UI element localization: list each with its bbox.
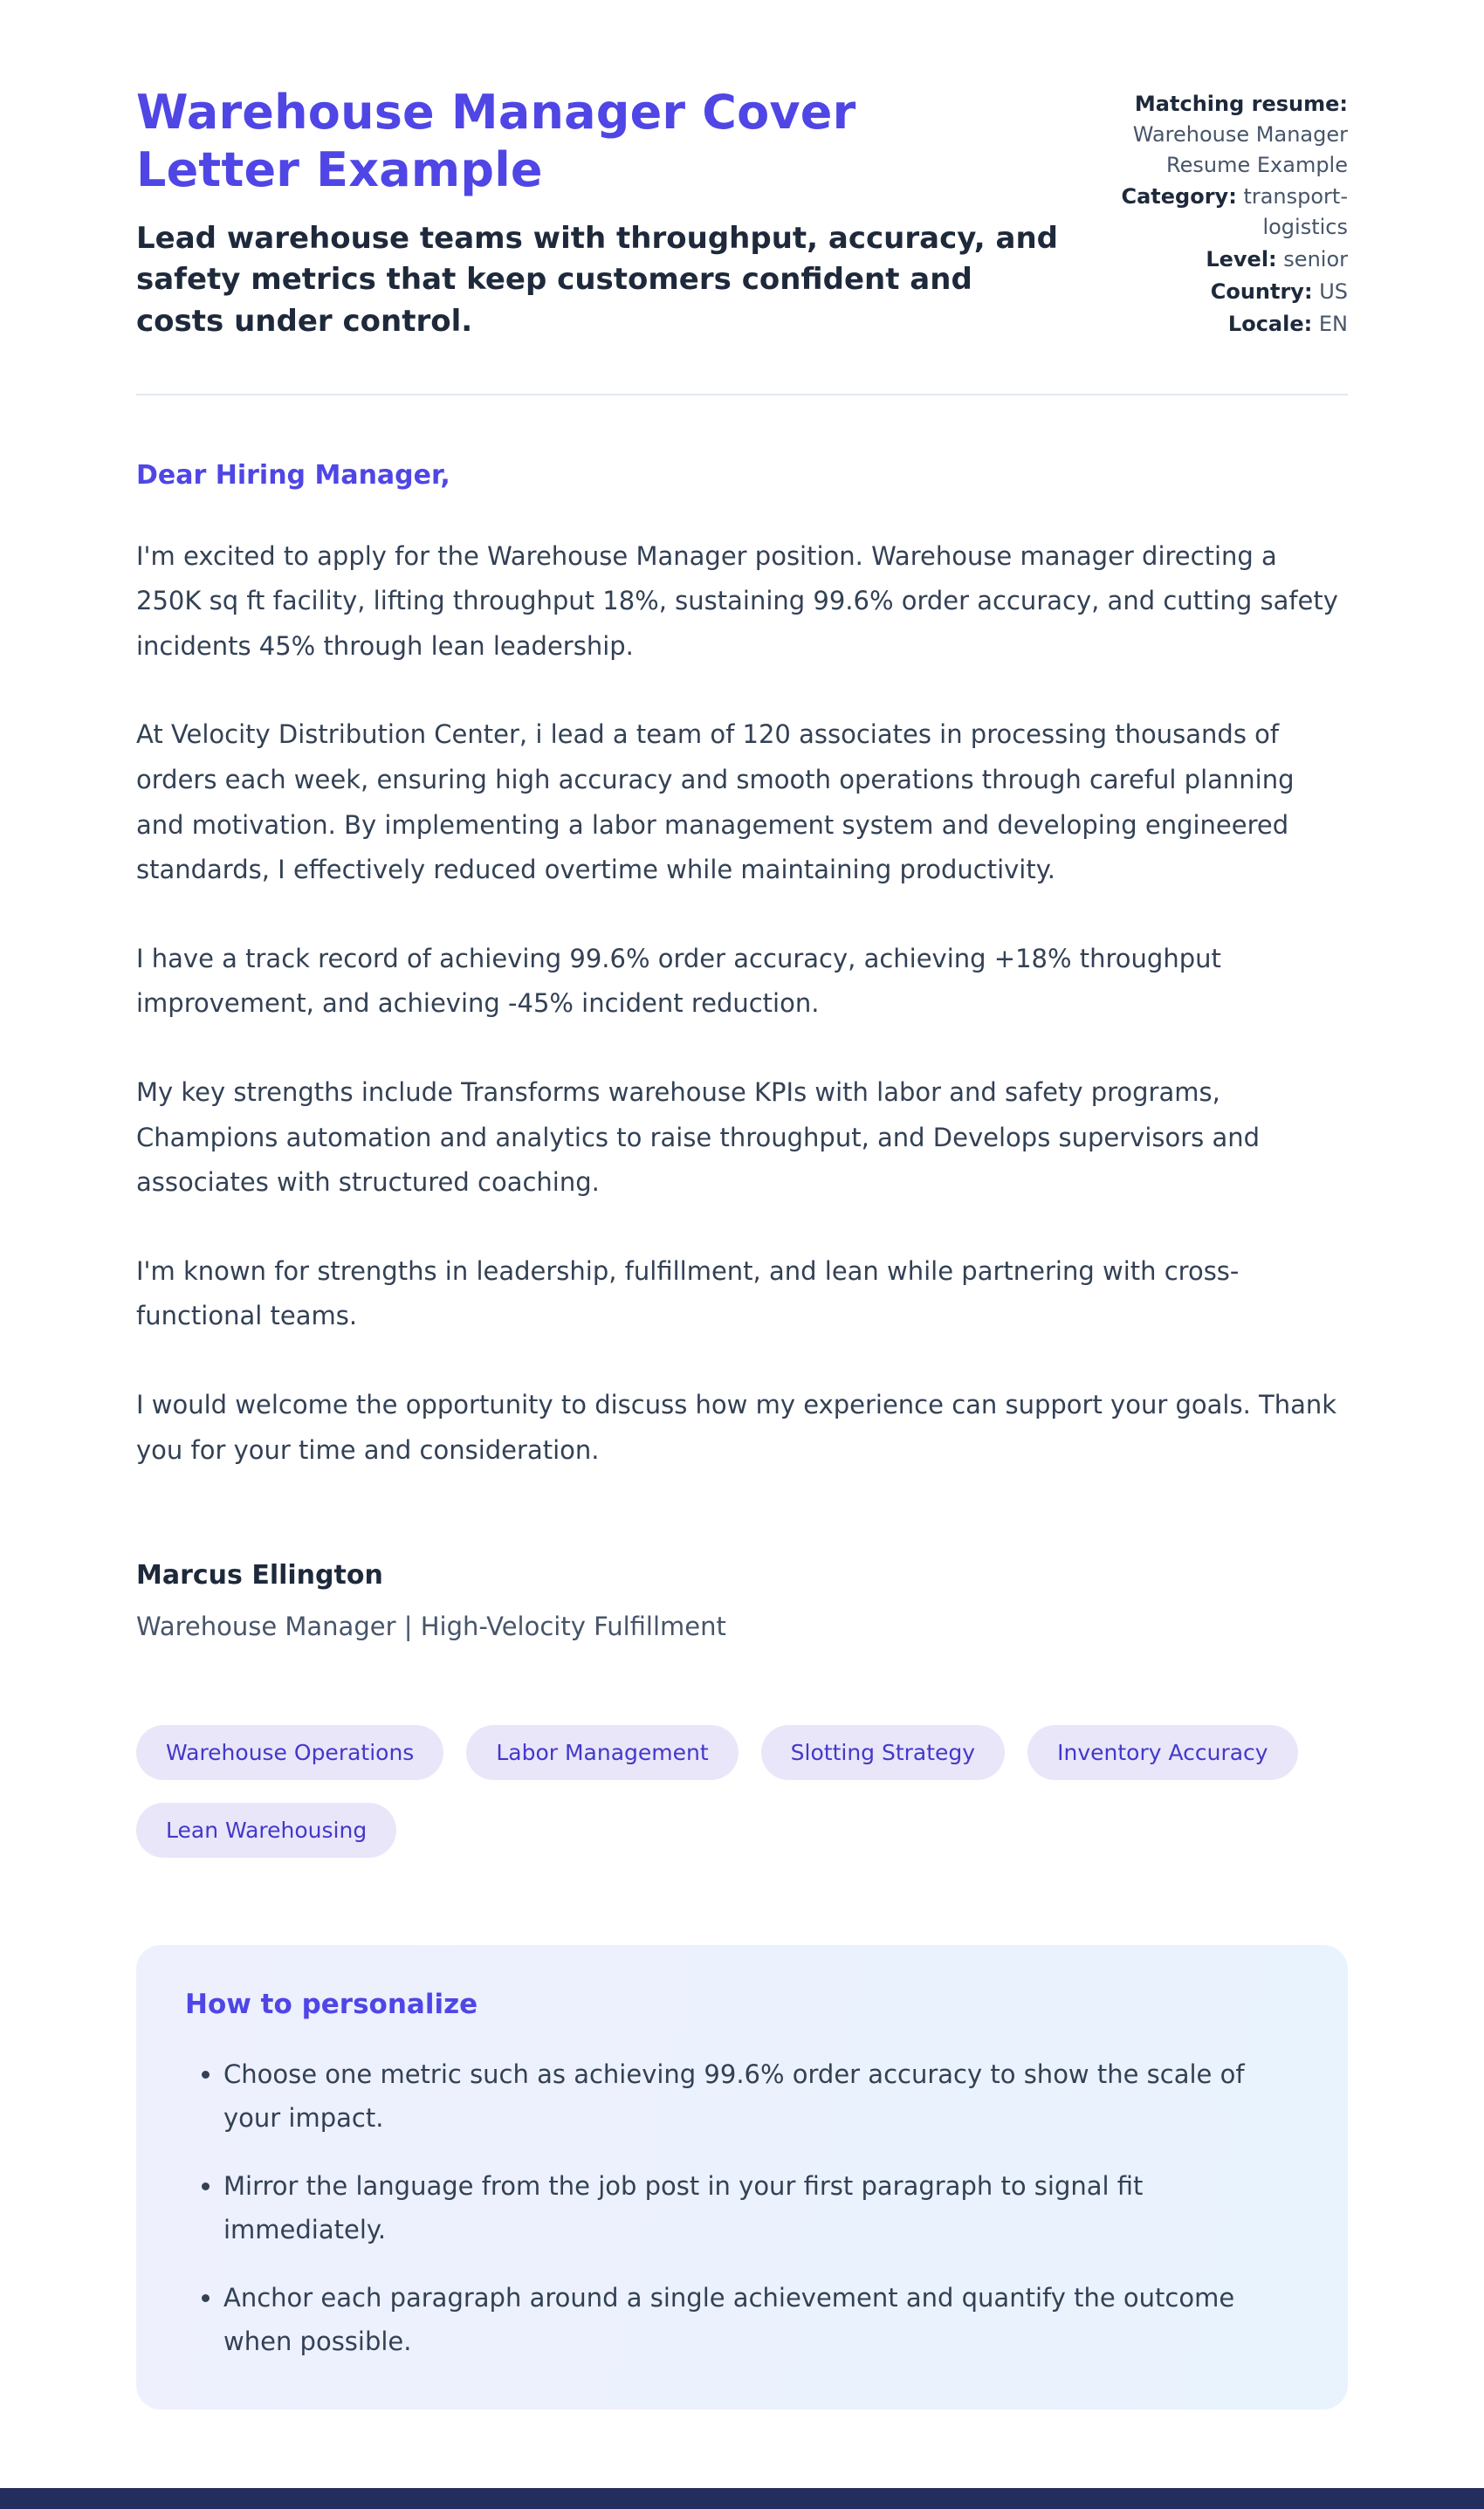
cover-letter: [136, 460, 1348, 2409]
tip-item: • Mirror the language from the job post in your first paragraph to signal fit immediately.: [223, 2165, 1295, 2252]
meta-panel: [1112, 84, 1348, 340]
meta-value: transport-logistics: [1243, 184, 1348, 240]
letter-paragraph: I have a track record of achieving 99.6% order accuracy, achieving +18% throughput improvement, and achieving -45% incident reduction.: [136, 943, 1221, 1019]
meta-row-country: [1112, 277, 1348, 307]
tip-item: • Anchor each paragraph around a single achievement and quantify the outcome when possible.: [223, 2277, 1295, 2364]
meta-label: Level:: [1206, 246, 1277, 272]
tag-pill[interactable]: Lean Warehousing: [136, 1803, 396, 1858]
matching-resume-value: Warehouse Manager Resume Example: [1132, 121, 1348, 177]
letter-salutation: Dear Hiring Manager,: [136, 459, 450, 491]
meta-value: US: [1319, 278, 1348, 304]
letter-paragraph: I'm known for strengths in leadership, fulfillment, and lean while partnering with cross-functional teams.: [136, 1255, 1240, 1331]
personalize-title: How to personalize: [185, 1989, 478, 2021]
meta-label: Country:: [1210, 278, 1313, 304]
footer-bar: [0, 2488, 1484, 2509]
meta-value: EN: [1318, 311, 1348, 336]
meta-row-level: [1112, 244, 1348, 275]
meta-value: senior: [1283, 246, 1348, 272]
header: [136, 84, 1348, 343]
page-subtitle: Lead warehouse teams with throughput, accuracy, and safety metrics that keep customers confident and costs under control.: [136, 220, 1059, 339]
letter-paragraph: My key strengths include Transforms warehouse KPIs with labor and safety programs, Champions automation and analytics to raise throughput, and Develops supervisors and associates with structured coaching.: [136, 1077, 1261, 1198]
meta-label: Locale:: [1227, 311, 1313, 336]
tag-pill[interactable]: Inventory Accuracy: [1027, 1725, 1298, 1780]
header-divider: [136, 394, 1348, 395]
tag-pill[interactable]: Labor Management: [466, 1725, 738, 1780]
personalize-box: [136, 1945, 1348, 2409]
meta-row-category: [1112, 182, 1348, 243]
meta-row-locale: [1112, 309, 1348, 340]
personalize-tips: [223, 2053, 1295, 2363]
tag-pill[interactable]: Slotting Strategy: [761, 1725, 1005, 1780]
letter-paragraph: At Velocity Distribution Center, i lead a team of 120 associates in processing thousands of orders each week, ensuring high accuracy and smooth operations through careful planning and motivation. By implementing a labor management system and developing engineered standards, I effectively reduced overtime while maintaining productivity.: [136, 719, 1295, 885]
signature-title: Warehouse Manager | High-Velocity Fulfillment: [136, 1612, 726, 1642]
tag-pill[interactable]: Warehouse Operations: [136, 1725, 443, 1780]
tip-item: • Choose one metric such as achieving 99.6% order accuracy to show the scale of your impact.: [223, 2053, 1295, 2141]
page-title: Warehouse Manager Cover Letter Example: [136, 85, 856, 197]
meta-row-matching-resume: [1112, 89, 1348, 180]
header-title-block: [136, 84, 1070, 343]
meta-label: Category:: [1121, 184, 1237, 210]
letter-paragraph: I'm excited to apply for the Warehouse Manager position. Warehouse manager directing a 250K sq ft facility, lifting throughput 18%, sustaining 99.6% order accuracy, and cutting safety incidents 45% through lean leadership.: [136, 540, 1338, 661]
signature-name: Marcus Ellington: [136, 1560, 383, 1591]
meta-label: Matching resume:: [1134, 92, 1348, 116]
tag-list: [136, 1725, 1306, 1858]
letter-paragraph: I would welcome the opportunity to discuss how my experience can support your goals. Thank you for your time and consideration.: [136, 1390, 1337, 1465]
